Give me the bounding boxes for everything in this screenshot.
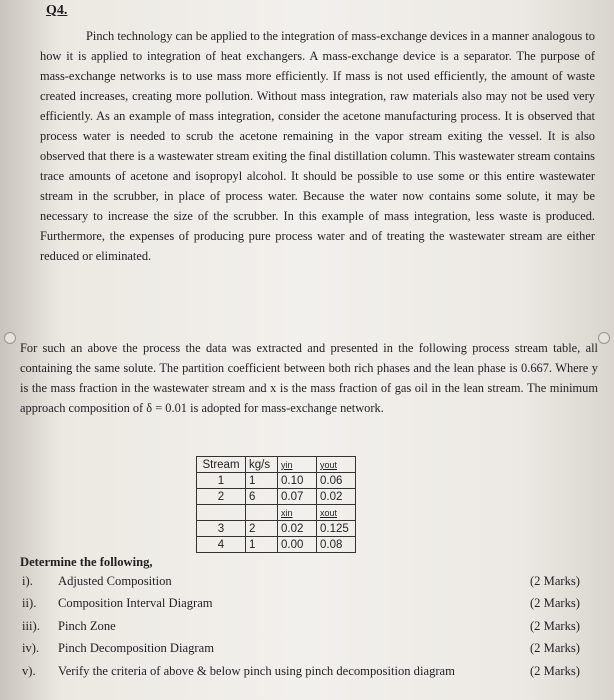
task-marks: (2 Marks) — [529, 596, 580, 611]
list-item — [20, 572, 580, 594]
table-cell: 3 — [197, 521, 246, 537]
task-list — [20, 572, 580, 684]
table-cell: 2 — [246, 521, 278, 537]
table-cell: 4 — [197, 537, 246, 553]
table-lean-header-row — [197, 505, 356, 521]
table-row — [197, 537, 356, 553]
table-cell-empty — [246, 505, 278, 521]
list-item — [20, 594, 580, 616]
table-header-cell: Stream — [197, 457, 246, 473]
list-item — [20, 617, 580, 639]
table-row — [197, 473, 356, 489]
table-cell: 2 — [197, 489, 246, 505]
determine-label: Determine the following, — [20, 555, 153, 569]
task-number: iv). — [22, 641, 40, 656]
intro-paragraph: Pinch technology can be applied to the integration of mass-exchange devices in a manner analogous to how it is applied to integration of heat exchangers. A mass-exchange device is a separator. The purpose of mass-exchange networks is to use mass more efficiently. If mass is not used efficiently, the amount of waste created increases, creating more pollution. Without mass integration, raw materials also may not be used very efficiently. As an example of mass integration, consider the acetone manufacturing process. It is observed that process water is needed to scrub the acetone remaining in the vapor stream exiting the vessel. It is also observed that there is a wastewater stream exiting the final distillation column. This wastewater stream contains trace amounts of acetone and isopropyl alcohol. It should be possible to use some or this entire wastewater stream in the scrubber, in place of process water. Because the water now contains some solute, it may be necessary to increase the size of the scrubber. In this example of mass integration, less waste is produced. Furthermore, the expenses of producing pure process water and of treating the wastewater stream are either reduced or eliminated. — [40, 29, 595, 263]
task-text: Verify the criteria of above & below pinch using pinch decomposition diagram — [58, 663, 455, 678]
binder-hole-right — [598, 332, 610, 344]
task-number: iii). — [22, 618, 40, 633]
table-header-cell: xout — [317, 505, 356, 521]
table-cell: 0.02 — [317, 489, 356, 505]
table-cell: 0.07 — [278, 489, 317, 505]
stream-table — [196, 456, 356, 553]
table-cell: 0.10 — [278, 473, 317, 489]
task-text: Pinch Zone — [58, 618, 116, 633]
binder-hole-left — [4, 332, 16, 344]
table-header-cell: xin — [278, 505, 317, 521]
table-header-cell: yin — [278, 457, 317, 473]
question-number: Q4. — [46, 3, 68, 18]
table-header-cell: kg/s — [246, 457, 278, 473]
list-item — [20, 639, 580, 661]
table-cell: 1 — [197, 473, 246, 489]
list-item — [20, 662, 580, 684]
table-cell: 0.125 — [317, 521, 356, 537]
task-marks: (2 Marks) — [529, 574, 580, 588]
table-header-row — [197, 457, 356, 473]
table-cell: 1 — [246, 473, 278, 489]
table-cell: 0.08 — [317, 537, 356, 553]
table-cell: 0.00 — [278, 537, 317, 553]
task-marks: (2 Marks) — [529, 618, 580, 633]
task-number: i). — [22, 574, 33, 588]
table-cell-empty — [197, 505, 246, 521]
problem-paragraph: For such an above the process the data was extracted and presented in the following process stream table, all containing the same solute. The partition coefficient between both rich phases and the lean phase is 0.667. Where y is the mass fraction in the wastewater stream and x is the mass fraction of gas oil in the lean stream. The minimum approach composition of δ = 0.01 is adopted for mass-exchange network. — [20, 341, 598, 415]
table-cell: 1 — [246, 537, 278, 553]
table-header-cell: yout — [317, 457, 356, 473]
task-text: Adjusted Composition — [58, 574, 172, 588]
table-row — [197, 521, 356, 537]
task-text: Pinch Decomposition Diagram — [58, 641, 214, 656]
table-row — [197, 489, 356, 505]
task-marks: (2 Marks) — [529, 641, 580, 656]
task-number: v). — [22, 663, 36, 678]
table-cell: 0.02 — [278, 521, 317, 537]
task-number: ii). — [22, 596, 37, 611]
table-cell: 6 — [246, 489, 278, 505]
task-text: Composition Interval Diagram — [58, 596, 213, 611]
task-marks: (2 Marks) — [529, 663, 580, 678]
table-cell: 0.06 — [317, 473, 356, 489]
